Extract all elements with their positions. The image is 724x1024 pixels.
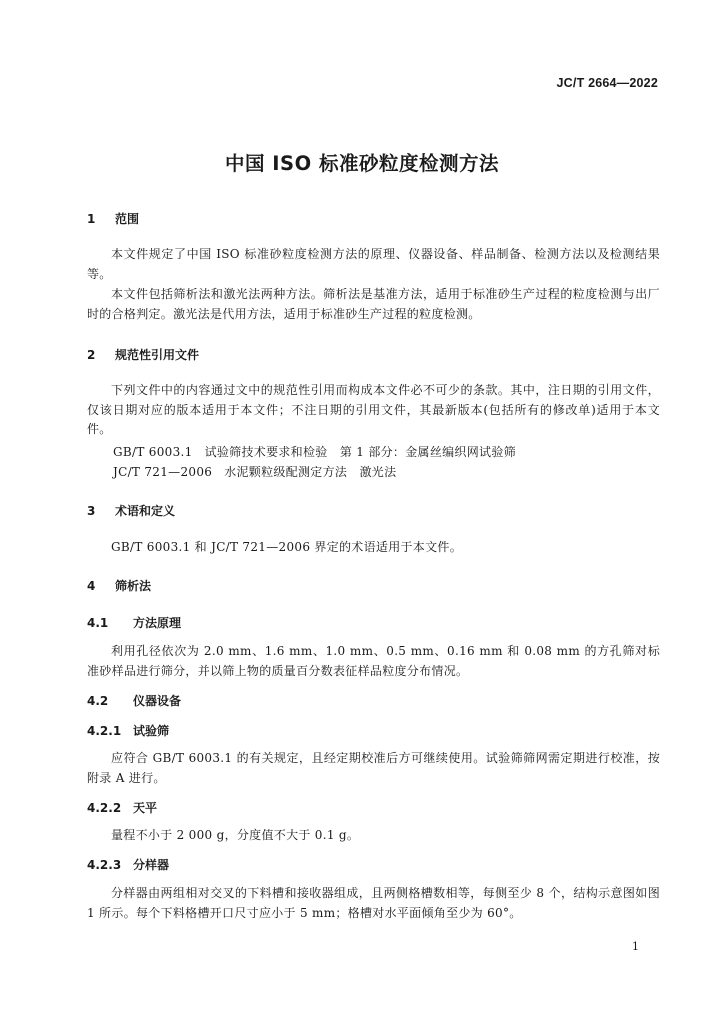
subsection-heading-4-2-3	[87, 856, 169, 873]
section-number: 1	[87, 212, 96, 226]
paragraph: 应符合 GB/T 6003.1 的有关规定，且经定期校准后方可继续使用。试验筛筛网需定期进行校准，按附录 A 进行。	[87, 751, 660, 785]
section-title: 术语和定义	[115, 504, 176, 518]
section-number: 4.1	[87, 616, 109, 630]
section-number: 4.2.1	[87, 724, 122, 738]
section-title: 试验筛	[133, 724, 170, 738]
paragraph: 本文件规定了中国 ISO 标准砂粒度检测方法的原理、仪器设备、样品制备、检测方法以及检测结果等。	[87, 247, 660, 281]
paragraph: 分样器由两组相对交叉的下料槽和接收器组成，且两侧格槽数相等，每侧至少 8 个，结构示意图如图 1 所示。每个下料格槽开口尺寸应小于 5 mm；格槽对水平面倾角至少为 60°。	[87, 886, 660, 920]
subsection-heading-4-1	[87, 614, 181, 631]
document-title: 中国 ISO 标准砂粒度检测方法	[225, 152, 499, 175]
section-title: 仪器设备	[133, 694, 182, 708]
subsection-heading-4-2-2	[87, 799, 157, 816]
standard-number: JC/T 2664—2022	[556, 76, 658, 90]
section-number: 4	[87, 579, 96, 593]
reference-item	[113, 443, 516, 460]
section-number: 4.2.2	[87, 801, 122, 815]
section-title: 方法原理	[133, 616, 182, 630]
paragraph: 下列文件中的内容通过文中的规范性引用而构成本文件必不可少的条款。其中，注日期的引用文件，仅该日期对应的版本适用于本文件；不注日期的引用文件，其最新版本(包括所有的修改单)适用于本文件。	[87, 383, 660, 436]
section-number: 2	[87, 348, 96, 362]
section-heading-1	[87, 210, 139, 227]
page-number: 1	[632, 940, 639, 953]
paragraph: 利用孔径依次为 2.0 mm、1.6 mm、1.0 mm、0.5 mm、0.16 mm 和 0.08 mm 的方孔筛对标准砂样品进行筛分，并以筛上物的质量百分数表征样品粒度分布情况。	[87, 644, 660, 678]
section-heading-3	[87, 502, 175, 519]
section-title: 规范性引用文件	[115, 348, 200, 362]
section-number: 4.2.3	[87, 858, 122, 872]
paragraph: 本文件包括筛析法和激光法两种方法。筛析法是基准方法，适用于标准砂生产过程的粒度检测与出厂时的合格判定。激光法是代用方法，适用于标准砂生产过程的粒度检测。	[87, 287, 660, 321]
reference-code: GB/T 6003.1	[113, 445, 193, 459]
subsection-heading-4-2	[87, 692, 181, 709]
section-heading-4	[87, 577, 151, 594]
section-title: 筛析法	[115, 579, 152, 593]
subsection-heading-4-2-1	[87, 722, 169, 739]
section-heading-2	[87, 346, 199, 363]
reference-code: JC/T 721—2006	[113, 465, 213, 479]
reference-item	[113, 463, 396, 480]
paragraph: GB/T 6003.1 和 JC/T 721—2006 界定的术语适用于本文件。	[111, 540, 462, 554]
paragraph: 量程不小于 2 000 g，分度值不大于 0.1 g。	[111, 828, 360, 842]
section-title: 范围	[115, 212, 140, 226]
reference-title: 试验筛技术要求和检验 第 1 部分：金属丝编织网试验筛	[204, 445, 516, 459]
reference-title: 水泥颗粒级配测定方法 激光法	[224, 465, 397, 479]
section-number: 4.2	[87, 694, 109, 708]
section-title: 分样器	[133, 858, 170, 872]
section-title: 天平	[133, 801, 158, 815]
section-number: 3	[87, 504, 96, 518]
